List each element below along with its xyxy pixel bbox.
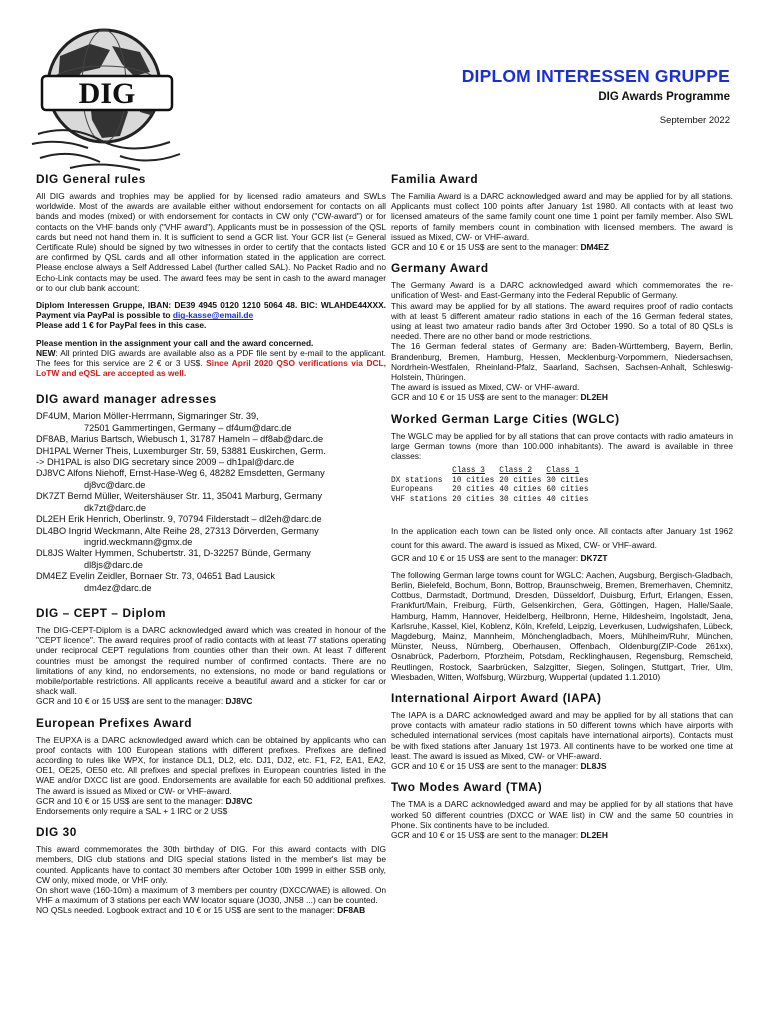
right-column bbox=[391, 172, 733, 849]
general-rules-text: All DIG awards and trophies may be applied for by licensed radio amateurs and SWLs worldwide. Most of the awards are available either without endorsement for contacts on all bands and modes (mixed) or with endorsement for contacts in CW only ("CW-award") or for contacts on the VHF bands only ("VHF award"). Applicants must be in possession of the QSL cards but need not hand them in. It is sufficient to send a GCR list. Your GCR list (= General Certificate Rule) should be signed by two witnesses in order to certify that the contacts listed are confirmed by QSL cards and all other information stated in the application are correct. Please enclose always a Self Addressed Label (further called SAL). No Packet Radio and no Echo-Link contacts may be used. The award fees may be sent in cash to the award manager or to our club bank account: bbox=[36, 191, 386, 293]
familia-fee: GCR and 10 € or 15 US$ are sent to the manager: DM4EZ bbox=[391, 242, 609, 253]
svg-text:DIG: DIG bbox=[78, 77, 136, 110]
wglc-class-table bbox=[391, 467, 594, 505]
manager-item: DJ8VC Alfons Niehoff, Ernst-Hase-Weg 6, 48282 Emsdetten, Germany dj8vc@darc.de bbox=[36, 468, 325, 490]
section-heading: Germany Award bbox=[391, 261, 489, 276]
table-row: VHF stations 20 cities 30 cities 40 cities bbox=[391, 496, 589, 505]
section-familia bbox=[391, 172, 733, 252]
eupxa-endorsements: Endorsements only require a SAL + 1 IRC or 2 US$ bbox=[36, 806, 228, 816]
section-dig30 bbox=[36, 825, 386, 915]
section-heading: Two Modes Award (TMA) bbox=[391, 780, 543, 795]
dig-logo-globe-icon bbox=[30, 16, 188, 174]
wglc-text-2: In the application each town can be listed only once. All contacts after January 1st 1962 count for this award. The award is issued as Mixed, CW- or VHF-award. bbox=[391, 525, 733, 551]
iapa-fee: GCR and 10 € or 15 US$ are sent to the manager: DL8JS bbox=[391, 761, 607, 772]
tma-fee: GCR and 10 € or 15 US$ are sent to the manager: DL2EH bbox=[391, 829, 608, 840]
manager-item: DL2EH Erik Henrich, Oberlinstr. 9, 70794 Filderstadt – dl2eh@darc.de bbox=[36, 514, 322, 525]
new-pdf-note: NEW: All printed DIG awards are available also as a PDF file sent by e-mail to the applicant. The fees for this service are 2 € or 3 US$. Since April 2020 QSO verifications via DCL, LoTW and eQSL are accepted as well. bbox=[36, 347, 386, 379]
dig30-text-2: On short wave (160-10m) a maximum of 3 members per country (DXCC/WAE) is allowed. On VHF a maximum of 3 stations per each WW locator square (JO30, JN58 ...) can be counted. bbox=[36, 885, 386, 906]
eupxa-text: The EUPXA is a DARC acknowledged award which can be obtained by applicants who can proof contacts with 100 European stations with different prefixes. Prefixes are defined according to rules like WPX, for instance DL1, DL2, etc. DJ1, DJ2, etc. F1, F2, EA1, EA2, OE1, OE25, OE50 etc. All prefixes and special prefixes in European countries listed in the WAE and/or DXCC list are good. Endorsements are available for each 50 additional prefixes. The award is issued as Mixed or CW- or VHF-award. bbox=[36, 734, 386, 796]
document-date: September 2022 bbox=[659, 115, 730, 126]
section-eupxa bbox=[36, 716, 386, 817]
cept-fee: GCR and 10 € or 15 US$ are sent to the manager: DJ8VC bbox=[36, 696, 253, 707]
section-heading: DIG – CEPT – Diplom bbox=[36, 605, 167, 620]
wglc-fee: GCR and 10 € or 15 US$ are sent to the manager: DK7ZT bbox=[391, 552, 608, 563]
manager-item: DF4UM, Marion Möller-Herrmann, Sigmaringer Str. 39, 72501 Gammertingen, Germany – df4um@darc.de bbox=[36, 411, 292, 433]
cept-text: The DIG-CEPT-Diplom is a DARC acknowledged award which was created in honour of the "CEPT licence". The award requires proof of radio contacts with at least 77 stations operating under reciprocal CEPT regulations from counties other than their own. At least 7 different countries must be amongst the required number of confirmed contacts. There are no limitations of any kind, no endorsements, no extensions, no mode or band regulations or mobile/portable restrictions. All applicants receive a beautiful award and a sticker for car or shack wall. bbox=[36, 624, 386, 697]
table-row: DX stations 10 cities 20 cities 30 cities bbox=[391, 476, 589, 485]
paypal-email-link[interactable]: dig-kasse@email.de bbox=[172, 310, 254, 321]
dig30-fee: NO QSLs needed. Logbook extract and 10 € or 15 US$ are sent to the manager: DF8AB bbox=[36, 905, 366, 916]
table-header-cell: Class 1 bbox=[546, 467, 580, 476]
manager-item: DL4BO Ingrid Weckmann, Alte Reihe 28, 27313 Dörverden, Germany ingrid.weckmann@gmx.de bbox=[36, 525, 319, 547]
manager-item: DF8AB, Marius Bartsch, Wiebusch 1, 31787 Hameln – df8ab@darc.de bbox=[36, 434, 324, 445]
manager-item: -> DH1PAL is also DIG secretary since 2009 – dh1pal@darc.de bbox=[36, 457, 295, 468]
manager-item: DH1PAL Werner Theis, Luxemburger Str. 59, 53881 Euskirchen, Germ. bbox=[36, 445, 326, 456]
table-row: Europeans 20 cities 40 cities 60 cities bbox=[391, 486, 589, 495]
germany-text-2: This award may be applied for by all stations. The award requires proof of radio contacts with at least 5 different amateur radio stations in each of the 16 German federal states, using at least two amateur radio bands after 3rd October 1990. So a total of 80 QSLs is needed. There are no other band or mode restrictions. bbox=[391, 300, 733, 342]
table-header-row bbox=[391, 467, 594, 477]
eupxa-fee: GCR and 10 € or 15 US$ are sent to the manager: DJ8VC bbox=[36, 795, 253, 806]
dig30-text: This award commemorates the 30th birthday of DIG. For this award contacts with DIG members, DIG club stations and DIG special stations listed in the member's list may be counted. Applicants have to contact 30 members after October 10th 1999 in either SSB only, CW only, mixed mode, or VHF only. bbox=[36, 844, 386, 885]
manager-list bbox=[36, 411, 386, 594]
document-subtitle: DIG Awards Programme bbox=[598, 91, 730, 103]
section-germany bbox=[391, 261, 733, 402]
section-iapa bbox=[391, 691, 733, 771]
wglc-town-list: The following German large towns count for WGLC: Aachen, Augsburg, Bergisch-Gladbach, Berlin, Bielefeld, Bochum, Bonn, Bottrop, Braunschweig, Bremen, Bremerhaven, Chemnitz, Cottbus, Darmstadt, Dortmund, Dresden, Düsseldorf, Duisburg, Erfurt, Erlangen, Essen, Frankfurt/Main, Freiburg, Fürth, Gelsenkirchen, Gera, Göttingen, Hagen, Halle/Saale, Hamburg, Hamm, Hannover, Heidelberg, Heilbronn, Herne, Hildesheim, Ingolstadt, Jena, Karlsruhe, Kassel, Kiel, Koblenz, Köln, Krefeld, Leipzig, Leverkusen, Ludwigshafen, Lübeck, Magdeburg, Mainz, Mannheim, Mönchengladbach, Moers, Mühlheim/Ruhr, München, Münster, Neuss, Nürnberg, Oberhausen, Offenbach, Oldenburg(ZIP-Code 261xx), Osnabrück, Paderborn, Pforzheim, Potsdam, Recklinghausen, Regensburg, Remscheid, Reutlingen, Rostock, Saarbrücken, Salzgitter, Siegen, Solingen, Stuttgart, Trier, Ulm, Wiesbaden, Witten, Wolfsburg, Würzburg, Wuppertal (updated 1.1.2010) bbox=[391, 569, 733, 682]
germany-states: The 16 German federal states of Germany are: Baden-Württemberg, Bayern, Berlin, Brandenburg, Bremen, Hamburg, Hessen, Mecklenburg-Vorpommern, Niedersachsen, Nordrhein-Westfalen, Rheinland-Pfalz, Saarland, Sachsen, Sachsen-Anhalt, Schleswig-Holstein, Thüringen. bbox=[391, 341, 733, 383]
section-cept bbox=[36, 606, 386, 707]
section-heading: DIG award manager adresses bbox=[36, 392, 217, 407]
wglc-text: The WGLC may be applied for by all stations that can prove contacts with radio amateurs in large German towns (more than 100.000 inhabitants). The award is available in three classes: bbox=[391, 430, 733, 462]
assignment-note: Please mention in the assignment your call and the award concerned. bbox=[36, 337, 314, 348]
manager-item: DK7ZT Bernd Müller, Weitershäuser Str. 11, 35041 Marburg, Germany dk7zt@darc.de bbox=[36, 491, 322, 513]
germany-fee: GCR and 10 € or 15 US$ are sent to the manager: DL2EH bbox=[391, 392, 608, 403]
left-column bbox=[36, 172, 386, 925]
section-wglc bbox=[391, 412, 733, 682]
germany-text: The Germany Award is a DARC acknowledged award which commemorates the re-unification of West- and East-Germany into the Federal Republic of Germany. bbox=[391, 280, 733, 301]
familia-text: The Familia Award is a DARC acknowledged award and may be applied for by all stations. Applicants must collect 100 points after January 1st 1980. All contacts with at least two licensed amateurs of the same family count one time 1 point per family member. Also SWL reports of family members count in combination with licensed members. The award is issued as Mixed, CW- or VHF-award. bbox=[391, 191, 733, 242]
paypal-fee-note: Please add 1 € for PayPal fees in this case. bbox=[36, 320, 207, 331]
bank-details: Diplom Interessen Gruppe, IBAN: DE39 4945 0120 1210 5064 48. BIC: WLAHDE44XXX. Payment via PayPal is possible to dig-kasse@email.de bbox=[36, 300, 386, 321]
iapa-text: The IAPA is a DARC acknowledged award and may be applied for by all stations that can prove contacts with amateur radio stations in 50 different towns which have airports with scheduled international services (most capitals have international airports). Contacts must be with fixed stations after January 1st 1973. All continents have to be worked one time at least. The award is issued as Mixed, CW- or VHF-award. bbox=[391, 710, 733, 761]
table-header-cell: Class 2 bbox=[499, 467, 533, 476]
section-heading: International Airport Award (IAPA) bbox=[391, 691, 602, 706]
document-title: DIPLOM INTERESSEN GRUPPE bbox=[461, 66, 730, 86]
germany-issue: The award is issued as Mixed, CW- or VHF-award. bbox=[391, 382, 580, 393]
section-heading: Familia Award bbox=[391, 172, 479, 186]
manager-item: DM4EZ Evelin Zeidler, Bornaer Str. 73, 04651 Bad Lausick dm4ez@darc.de bbox=[36, 571, 275, 593]
section-general-rules bbox=[36, 172, 386, 378]
section-heading: Worked German Large Cities (WGLC) bbox=[391, 411, 620, 426]
table-header-cell: Class 3 bbox=[452, 467, 485, 476]
section-heading: European Prefixes Award bbox=[36, 715, 193, 730]
section-managers bbox=[36, 392, 386, 594]
section-heading: DIG General rules bbox=[36, 172, 146, 186]
section-tma bbox=[391, 780, 733, 840]
document-header bbox=[462, 66, 730, 126]
manager-item: DL8JS Walter Hymmen, Schubertstr. 31, D-32257 Bünde, Germany dl8js@darc.de bbox=[36, 548, 311, 570]
section-heading: DIG 30 bbox=[36, 825, 77, 840]
tma-text: The TMA is a DARC acknowledged award and may be applied for by all stations that have worked 50 different countries (DXCC or WAE list) in CW and the same 50 countries in Phone. Six continents have to be included. bbox=[391, 799, 733, 830]
